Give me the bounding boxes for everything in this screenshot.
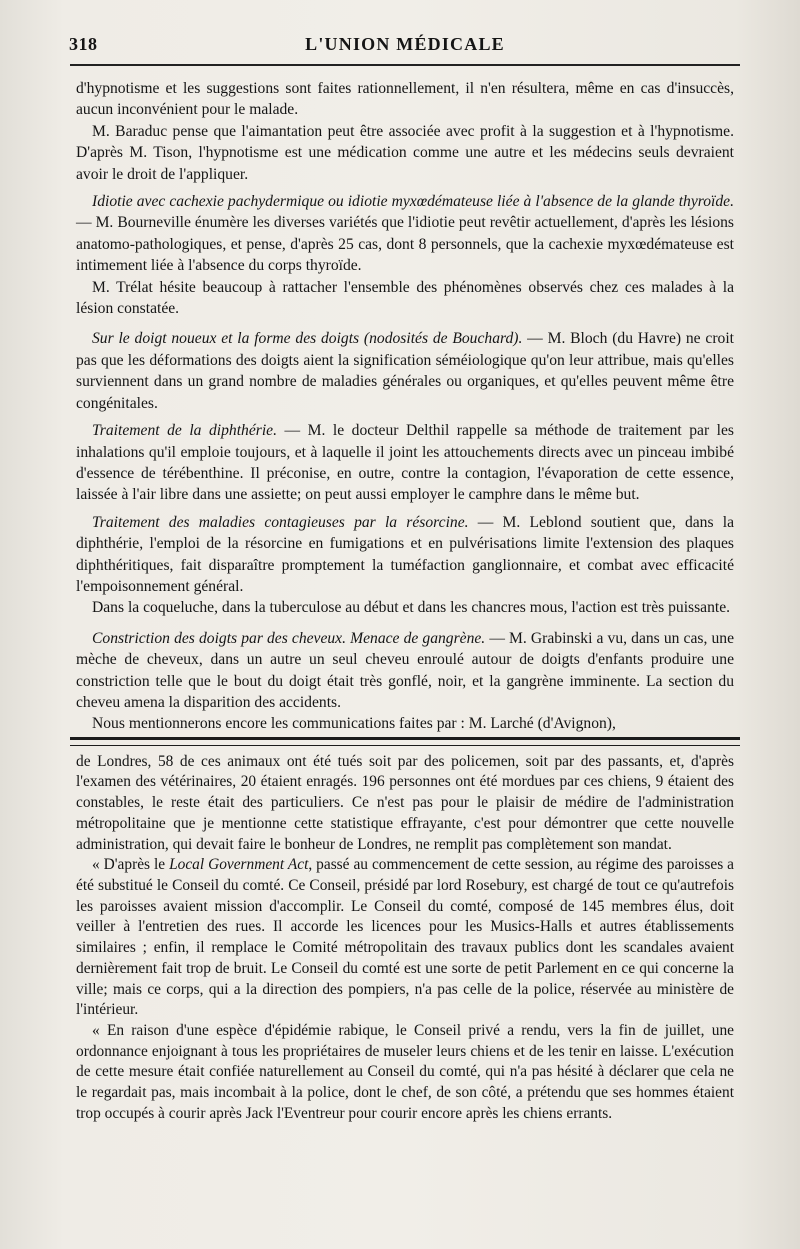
- section-title: Traitement de la diphthérie.: [92, 422, 277, 440]
- section-title: Traitement des maladies contagieuses par la résorcine.: [92, 513, 469, 531]
- paragraph: M. Trélat hésite beaucoup à rattacher l'ensemble des phénomènes observés chez ces malades à la lésion constatée.: [76, 278, 734, 318]
- feuilleton-separator: [70, 737, 740, 746]
- section-text: — M. le docteur Delthil rappelle sa méthode de traitement par les inhalations qu'il emploie toujours, et à laquelle il joint les attouchements directs avec un pinceau imbibé d'essence de térébenthine. Il préconise, en outre, contre la contagion, l'évaporation de cette essence, laissée à l'air libre dans une assiette; on peut aussi employer le camphre dans le même but.: [76, 422, 734, 504]
- upper-column: [76, 78, 734, 735]
- section-text: — M. Bloch (du Havre) ne croit pas que les déformations des doigts aient la signification séméiologique qu'on leur attribue, mais qu'elles surviennent dans un grand nombre de maladies générales ou organiques, et qu'elles peuvent même être congénitales.: [76, 330, 734, 412]
- section-paragraph: [76, 328, 734, 414]
- section-paragraph: [76, 191, 734, 277]
- running-title: L'UNION MÉDICALE: [305, 34, 505, 54]
- header-rule: [70, 64, 740, 66]
- page-number: 318: [69, 34, 98, 54]
- paragraph: Nous mentionnerons encore les communications faites par : M. Larché (d'Avignon),: [92, 715, 616, 733]
- section-title: Idiotie avec cachexie pachydermique ou idiotie myxœdémateuse liée à l'absence de la glande thyroïde.: [92, 193, 734, 211]
- paragraph: M. Baraduc pense que l'aimantation peut être associée avec profit à la suggestion et à l'hypnotisme. D'après M. Tison, l'hypnotisme est une médication comme une autre et les médecins seuls devraient avoir le droit de l'appliquer.: [76, 122, 734, 183]
- section-text: — M. Leblond soutient que, dans la diphthérie, l'emploi de la résorcine en fumigations et en pulvérisations limite l'extension des plaques diphthéritiques, fait disparaître promptement la tuméfaction ganglionnaire, et combat avec efficacité l'empoisonnement général.: [76, 513, 734, 595]
- paragraph: Dans la coqueluche, dans la tuberculose au début et dans les chancres mous, l'action est très puissante.: [92, 599, 731, 617]
- act-title: Local Government Act: [169, 856, 309, 874]
- section-text: — M. Grabinski a vu, dans un cas, une mèche de cheveux, dans un autre un seul cheveu enroulé autour de doigts d'enfants produire une constriction telle que le bout du doigt était très gonflé, noir, et la gangrène imminente. La section du cheveu amena la disparition des accidents.: [76, 629, 734, 711]
- paragraph: « En raison d'une espèce d'épidémie rabique, le Conseil privé a rendu, vers la fin de juillet, une ordonnance enjoignant à tous les propriétaires de museler leurs chiens et de les tenir en laisse. L'exécution de cette mesure était confiée naturellement au Conseil du comté, qui n'a pas hésité à déclarer que cela ne le regardait pas, mais incombait à la police, dont le chef, de son côté, a prétendu que ses hommes étaient trop occupés à courir après Jack l'Eventreur pour courir encore après les chiens errants.: [76, 1021, 734, 1122]
- lower-column: [76, 752, 734, 1125]
- page-header: [69, 34, 734, 64]
- paragraph: « D'après le Local Government Act, passé au commencement de cette session, au régime des paroisses a été substitué le Conseil du comté. Ce Conseil, présidé par lord Rosebury, est chargé de tout ce qu'autrefois les paroisses avaient mission d'accomplir. Le Conseil du comté, composé de 145 membres élus, doit veiller à l'entretien des rues. Il accorde les licences pour les Musics-Halls et autres établissements similaires ; enfin, il remplace le Comité métropolitain des travaux publics dont les scandales avaient dernièrement fait trop de bruit. Le Conseil du comté est une sorte de petit Parlement en ce qui concerne la ville; mais ce corps, qui a la direction des pompiers, n'a pas celle de la police, réservée au ministère de l'intérieur.: [76, 856, 734, 1019]
- section-paragraph: [76, 420, 734, 506]
- section-paragraph: [76, 512, 734, 598]
- section-title: Constriction des doigts par des cheveux. Menace de gangrène.: [92, 629, 486, 647]
- section-title: Sur le doigt noueux et la forme des doigts (nodosités de Bouchard).: [92, 330, 523, 348]
- section-paragraph: [76, 628, 734, 714]
- paragraph: d'hypnotisme et les suggestions sont faites rationnellement, il n'en résultera, même en cas d'insuccès, aucun inconvénient pour le malade.: [76, 80, 734, 119]
- section-text: — M. Bourneville énumère les diverses variétés que l'idiotie peut revêtir actuellement, d'après les lésions anatomo-pathologiques, et pense, d'après 25 cas, dont 8 personnels, que la cachexie myxœdémateuse est intimement liée à l'absence du corps thyroïde.: [76, 214, 734, 275]
- paragraph: de Londres, 58 de ces animaux ont été tués soit par des policemen, soit par des passants, et, d'après l'examen des vétérinaires, 20 étaient enragés. 196 personnes ont été mordues par ces chiens, 9 étaient des constables, le reste était des particuliers. Ce n'est pas pour le plaisir de médire de l'administration métropolitaine que je mentionne cette statistique effrayante, c'est pour démontrer que cette nouvelle administration, qui devait faire le bonheur de Londres, ne remplit pas complètement son mandat.: [76, 752, 734, 853]
